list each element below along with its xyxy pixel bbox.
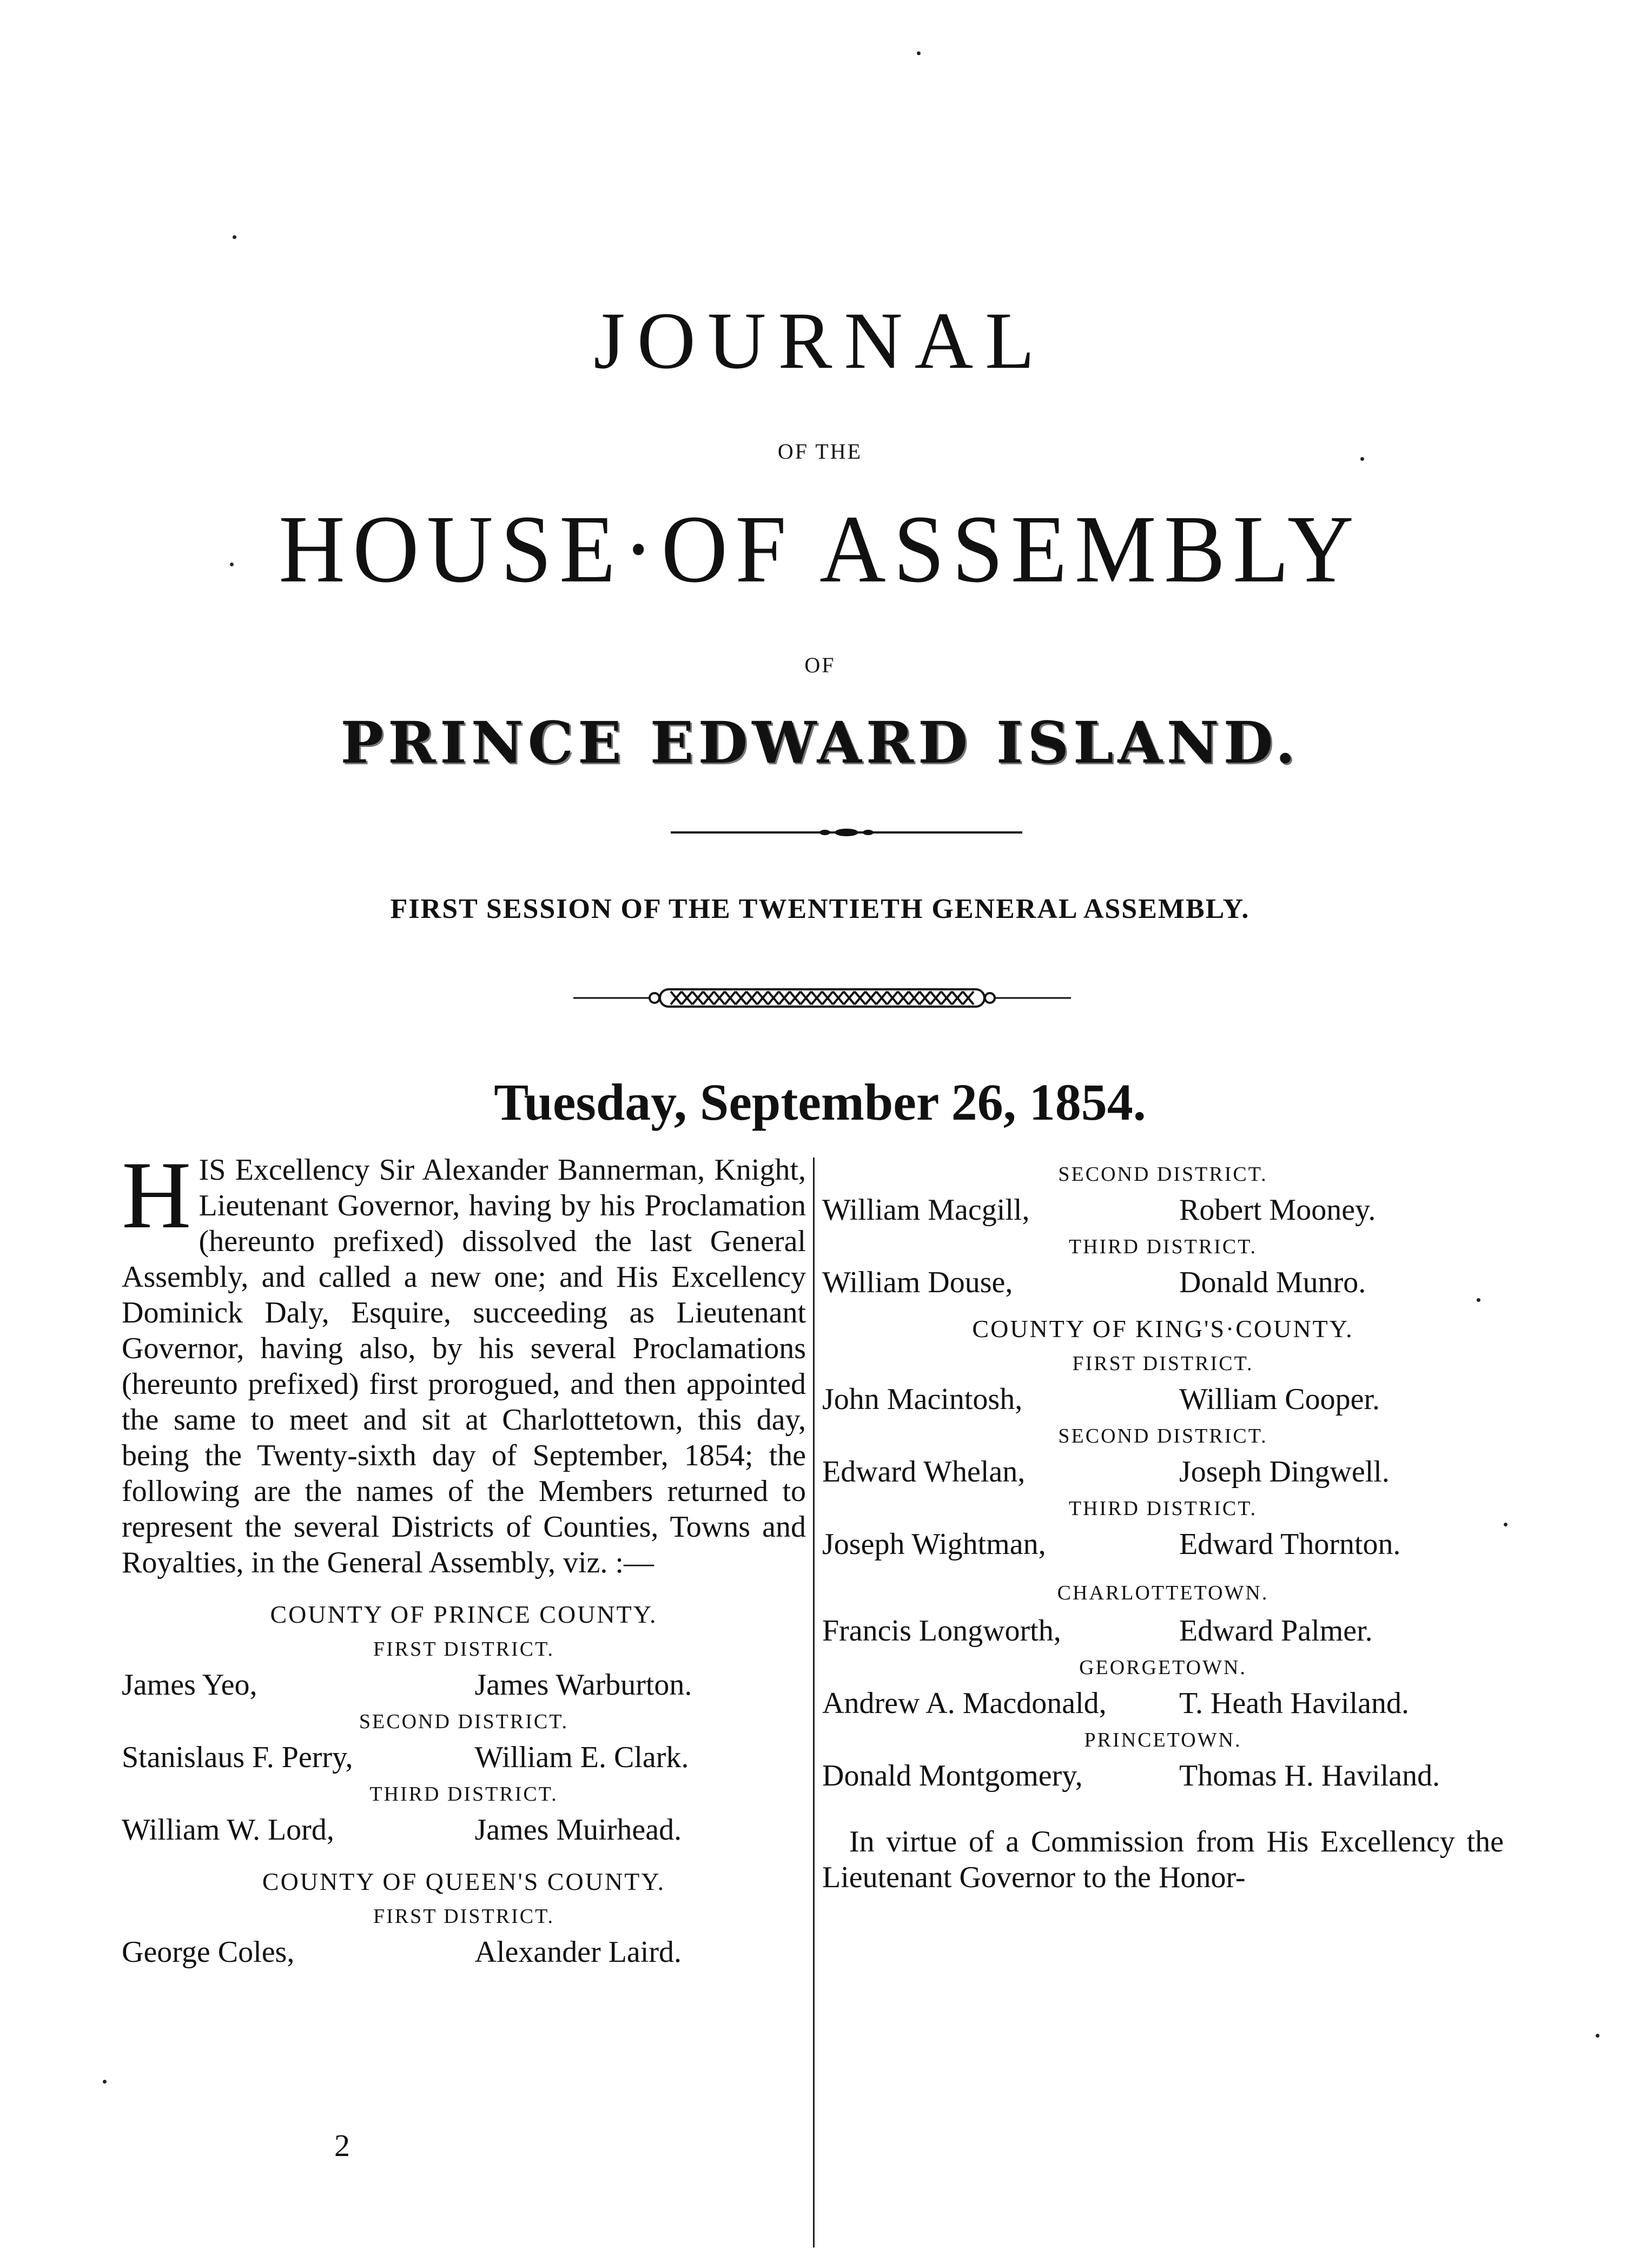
member-name: William Macgill, (822, 1193, 1030, 1227)
member-row (822, 1454, 1504, 1490)
member-name: Joseph Wightman, (822, 1528, 1046, 1561)
journal-title: JOURNAL (593, 296, 1047, 386)
district-heading: FIRST DISTRICT. (373, 1638, 554, 1661)
member-name: James Yeo, (122, 1668, 257, 1702)
member-row (822, 1685, 1504, 1721)
ornate-rule (573, 982, 1071, 1014)
member-name: Edward Whelan, (822, 1455, 1026, 1489)
district-heading: SECOND DISTRICT. (359, 1710, 569, 1733)
commission-paragraph: In virtue of a Commission from His Excellency the Lieutenant Governor to the Honor- (822, 1825, 1504, 1894)
member-row (822, 1265, 1504, 1300)
member-row (122, 1667, 806, 1703)
member-row (822, 1192, 1504, 1228)
member-name: James Muirhead. (474, 1813, 682, 1847)
member-name: Donald Munro. (1179, 1266, 1366, 1299)
small-ornamental-rule (671, 828, 1022, 837)
district-heading: THIRD DISTRICT. (1068, 1497, 1258, 1520)
scan-speck (103, 2080, 107, 2084)
member-name: Joseph Dingwell. (1179, 1455, 1390, 1489)
member-name: William W. Lord, (122, 1813, 334, 1847)
member-row (122, 1812, 806, 1848)
district-heading: THIRD DISTRICT. (1068, 1235, 1258, 1258)
member-name: Robert Mooney. (1179, 1193, 1376, 1227)
princetown-heading: PRINCETOWN. (1084, 1729, 1242, 1751)
scan-speck (1596, 2034, 1599, 2038)
scan-speck (917, 51, 921, 55)
scan-speck (1504, 1523, 1507, 1526)
kings-county-heading: COUNTY OF KING'S·COUNTY. (972, 1315, 1354, 1343)
district-heading: FIRST DISTRICT. (373, 1905, 554, 1928)
member-name: T. Heath Haviland. (1179, 1687, 1410, 1720)
member-name: Andrew A. Macdonald, (822, 1687, 1107, 1720)
opening-paragraph-text: IS Excellency Sir Alexander Bannerman, Knight, Lieutenant Governor, having by his Proclamation (hereunto prefixed) dissolved the last General Assembly, and called a new one; and His Excellency Dominick Daly, Esquire, succeeding as Lieutenant Governor, having also, by his several Proclamations (hereunto prefixed) first prorogued, and then appointed the same to meet and sit at Charlottetown, this day, being the Twenty-sixth day of September, 1854; the following are the names of the Members returned to represent the several Districts of Counties, Towns and Royalties, in the General Assembly, viz. :— (122, 1153, 806, 1579)
member-name: Stanislaus F. Perry, (122, 1741, 353, 1774)
session-heading: FIRST SESSION OF THE TWENTIETH GENERAL ASSEMBLY. (390, 894, 1250, 924)
house-of-assembly-title: HOUSE·OF ASSEMBLY (279, 495, 1361, 603)
member-name: William E. Clark. (474, 1741, 689, 1774)
member-name: Edward Palmer. (1179, 1614, 1373, 1648)
scan-speck (233, 235, 236, 239)
drop-cap: H (122, 1141, 191, 1248)
right-column (822, 1152, 1504, 1895)
georgetown-heading: GEORGETOWN. (1079, 1656, 1247, 1679)
queens-county-heading: COUNTY OF QUEEN'S COUNTY. (262, 1868, 666, 1895)
member-row (822, 1526, 1504, 1562)
page-number: 2 (334, 2128, 350, 2163)
member-name: William Douse, (822, 1266, 1013, 1299)
of-the-line: OF THE (777, 439, 863, 464)
charlottetown-heading: CHARLOTTETOWN. (1057, 1582, 1269, 1604)
scan-speck (1477, 1298, 1480, 1302)
member-row (822, 1758, 1504, 1794)
member-row (122, 1934, 806, 1970)
member-name: Alexander Laird. (474, 1935, 682, 1969)
member-name: William Cooper. (1179, 1383, 1380, 1416)
member-row (822, 1613, 1504, 1649)
opening-paragraph (122, 1141, 806, 1581)
prince-county-heading: COUNTY OF PRINCE COUNTY. (270, 1601, 658, 1628)
district-heading: FIRST DISTRICT. (1072, 1352, 1254, 1375)
of-line: OF (804, 653, 836, 677)
scan-speck (230, 563, 234, 566)
column-divider (813, 1158, 815, 2247)
district-heading: SECOND DISTRICT. (1058, 1163, 1268, 1186)
scan-speck (1360, 457, 1364, 461)
member-name: Donald Montgomery, (822, 1759, 1083, 1793)
member-name: Edward Thornton. (1179, 1528, 1401, 1561)
member-row (122, 1740, 806, 1775)
left-column (122, 1141, 806, 1970)
member-name: Thomas H. Haviland. (1179, 1759, 1440, 1793)
member-name: Francis Longworth, (822, 1614, 1061, 1648)
member-name: James Warburton. (474, 1668, 692, 1702)
district-heading: SECOND DISTRICT. (1058, 1425, 1268, 1447)
session-date: Tuesday, September 26, 1854. (494, 1073, 1146, 1131)
prince-edward-island-title: PRINCE EDWARD ISLAND. (340, 709, 1300, 776)
member-name: George Coles, (122, 1935, 295, 1969)
member-row (822, 1381, 1504, 1417)
district-heading: THIRD DISTRICT. (369, 1783, 558, 1806)
member-name: John Macintosh, (822, 1383, 1023, 1416)
